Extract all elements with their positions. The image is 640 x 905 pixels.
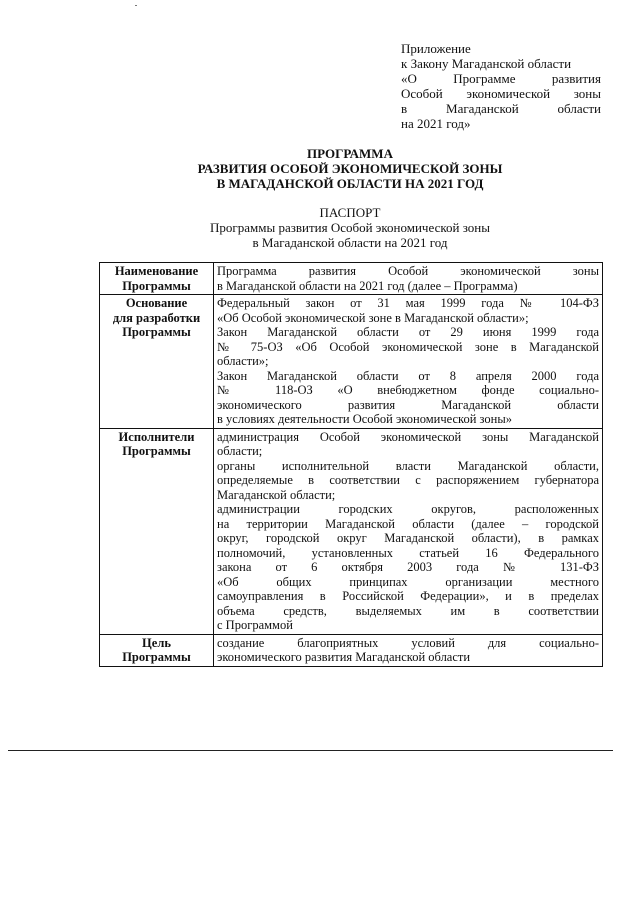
content-line: экономического развития Магаданской области <box>217 397 599 412</box>
row-header <box>100 634 214 666</box>
appendix-note <box>401 41 601 131</box>
content-line: Федеральный закон от 31 мая 1999 года № 104-ФЗ <box>217 296 599 310</box>
appendix-line: «О Программе развития <box>401 71 601 86</box>
content-line: № 75-ОЗ «Об Особой экономической зоне в Магаданской <box>217 339 599 354</box>
content-line: Магаданской области; <box>217 487 336 502</box>
content-line: определяемые в соответствии с распоряжением губернатора <box>217 473 599 487</box>
title-line: ПРОГРАММА <box>307 146 393 161</box>
appendix-line: Приложение <box>401 41 471 56</box>
content-line: полномочий, установленных статьей 16 Федерального <box>217 545 599 560</box>
content-line: Программа развития Особой экономической зоны <box>217 264 599 278</box>
row-header-line: Программы <box>122 650 191 664</box>
row-header-line: Программы <box>122 278 191 293</box>
table-row <box>100 428 603 634</box>
row-header-line: Основание <box>125 296 188 310</box>
passport-heading: ПАСПОРТ <box>319 205 381 220</box>
row-content <box>214 634 603 666</box>
content-line: № 118-ОЗ «О внебюджетном фонде социально- <box>217 383 599 397</box>
content-line: в условиях деятельности Особой экономической зоны» <box>217 412 512 426</box>
content-line: Закон Магаданской области от 8 апреля 2000 года <box>217 368 599 383</box>
row-header-line: Программы <box>122 444 191 458</box>
title-line: РАЗВИТИЯ ОСОБОЙ ЭКОНОМИЧЕСКОЙ ЗОНЫ <box>197 161 503 176</box>
content-line: области»; <box>217 354 269 368</box>
row-header <box>100 263 214 295</box>
footer-rule <box>8 750 613 751</box>
appendix-line: Особой экономической зоны <box>401 86 601 101</box>
content-line: закона от 6 октября 2003 года № 131-ФЗ <box>217 560 599 574</box>
content-line: в Магаданской области на 2021 год (далее – Программа) <box>217 278 518 293</box>
content-line: администрации городских округов, расположенных <box>217 502 599 516</box>
content-line: с Программой <box>217 618 293 632</box>
content-line: на территории Магаданской области (далее – городской <box>217 516 599 531</box>
content-line: «Об Особой экономической зоне в Магаданской области»; <box>217 310 529 325</box>
passport-heading-block <box>100 205 600 250</box>
row-header-line: Цель <box>142 635 171 650</box>
content-line: создание благоприятных условий для социально- <box>217 635 599 650</box>
content-line: органы исполнительной власти Магаданской области, <box>217 458 599 473</box>
content-line: Закон Магаданской области от 29 июня 1999 года <box>217 325 599 339</box>
row-header-line: Наименование <box>114 264 199 278</box>
content-line: объема средств, выделяемых им в соответствии <box>217 603 599 618</box>
document-title <box>100 146 600 191</box>
row-header-line: Программы <box>122 325 191 339</box>
row-header <box>100 428 214 634</box>
table-row <box>100 295 603 429</box>
scan-speck <box>135 5 137 6</box>
table-row <box>100 263 603 295</box>
content-line: округ, городской округ Магаданской области), в рамках <box>217 531 599 545</box>
title-line: В МАГАДАНСКОЙ ОБЛАСТИ НА 2021 ГОД <box>216 176 484 191</box>
row-content <box>214 295 603 429</box>
table-row <box>100 634 603 666</box>
passport-subtitle-line: в Магаданской области на 2021 год <box>252 235 448 250</box>
row-header <box>100 295 214 429</box>
appendix-line: к Закону Магаданской области <box>401 56 572 71</box>
passport-table <box>99 262 603 667</box>
content-line: области; <box>217 444 263 458</box>
row-content <box>214 428 603 634</box>
content-line: самоуправления в Российской Федерации», и в пределах <box>217 589 599 603</box>
row-header-line: для разработки <box>112 310 201 325</box>
content-line: «Об общих принципах организации местного <box>217 574 599 589</box>
row-header-line: Исполнители <box>118 429 195 444</box>
passport-subtitle-line: Программы развития Особой экономической зоны <box>210 220 490 235</box>
content-line: администрация Особой экономической зоны Магаданской <box>217 429 599 444</box>
appendix-line: на 2021 год» <box>401 116 471 131</box>
appendix-line: в Магаданской области <box>401 101 601 116</box>
row-content <box>214 263 603 295</box>
content-line: экономического развития Магаданской области <box>217 650 471 664</box>
